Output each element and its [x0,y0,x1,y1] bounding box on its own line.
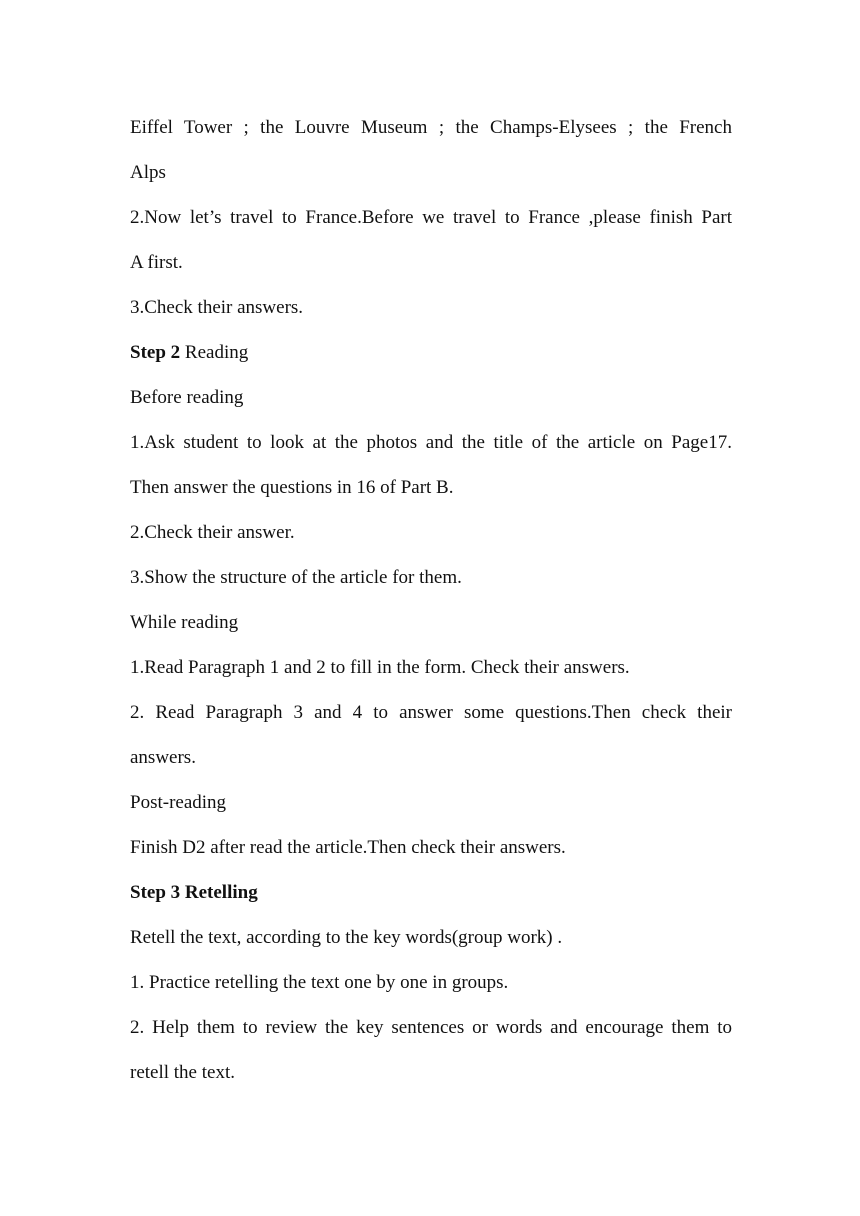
text-line-check-answers: 3.Check their answers. [130,297,304,318]
text-line-travel-france: 2.Now let’s travel to France.Before we travel to France ,please finish Part [130,207,732,228]
before-reading-heading: Before reading [130,387,244,408]
post-reading-heading: Post-reading [130,792,227,813]
text-line-look-photos: 1.Ask student to look at the photos and the title of the article on Page17. [130,432,732,453]
text-line-help-review: 2. Help them to review the key sentences or words and encourage them to [130,1017,732,1038]
text-line-check-answer: 2.Check their answer. [130,522,295,543]
text-line-answers: answers. [130,747,196,768]
text-line-retell: Retell the text, according to the key words(group work) . [130,927,563,948]
text-line-part-a: A first. [130,252,183,273]
step-3-heading: Step 3 Retelling [130,882,258,903]
text-line-practice-retelling: 1. Practice retelling the text one by one in groups. [130,972,509,993]
text-line-show-structure: 3.Show the structure of the article for them. [130,567,462,588]
text-line-alps: Alps [130,162,166,183]
step-2-label: Step 2 [130,342,181,363]
text-line-answer-questions: Then answer the questions in 16 of Part B. [130,477,454,498]
text-line-finish-d2: Finish D2 after read the article.Then check their answers. [130,837,566,858]
document-body [130,105,732,1095]
text-line-landmarks: Eiffel Tower ; the Louvre Museum ; the Champs-Elysees ; the French [130,117,732,138]
step-2-title: Reading [180,342,249,363]
while-reading-heading: While reading [130,612,239,633]
text-line-paragraph-3-4: 2. Read Paragraph 3 and 4 to answer some questions.Then check their [130,702,732,723]
text-line-retell-text: retell the text. [130,1062,235,1083]
step-2-heading [130,330,732,375]
text-line-paragraph-1-2: 1.Read Paragraph 1 and 2 to fill in the form. Check their answers. [130,657,630,678]
